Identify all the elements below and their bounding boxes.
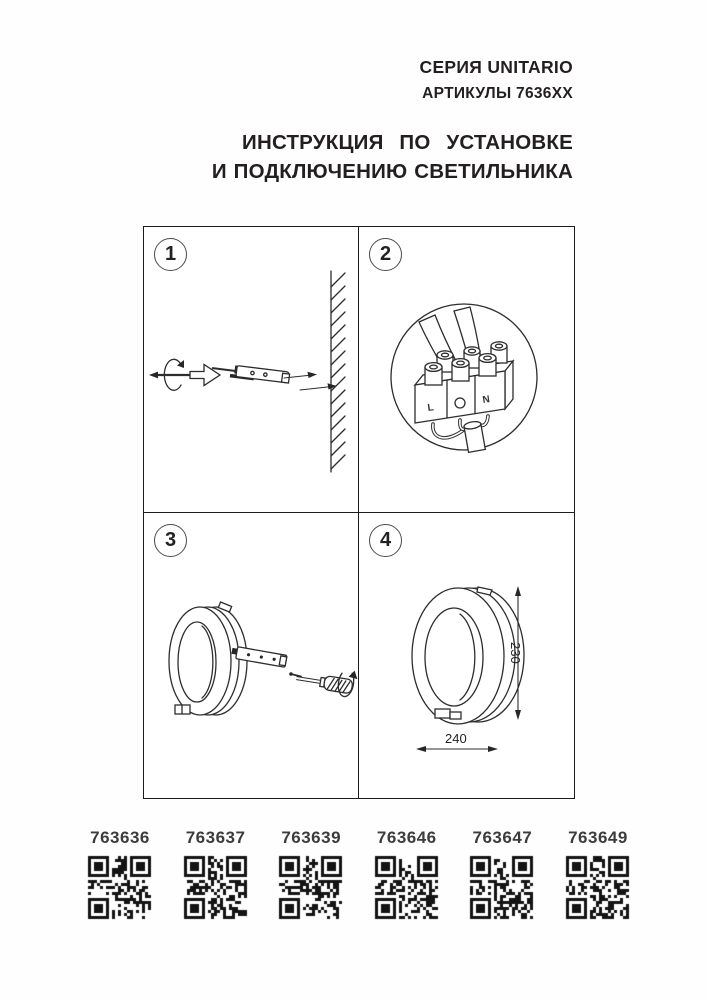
step-2-panel — [359, 227, 574, 513]
terminal-block — [415, 342, 513, 423]
terminal-label-live: L — [426, 402, 435, 414]
article-item — [179, 828, 253, 921]
height-dimension-label: 230 — [508, 641, 523, 664]
article-code: 763647 — [472, 828, 533, 847]
instruction-steps-grid — [143, 226, 575, 799]
qr-code — [183, 855, 249, 921]
fixing-screw — [289, 672, 301, 676]
step-3-panel — [144, 513, 359, 799]
article-code: 763646 — [376, 828, 437, 847]
lamp-connector — [435, 709, 450, 718]
screwdriver — [295, 661, 358, 697]
step-4-panel — [359, 513, 574, 799]
step-1-number-badge: 1 — [154, 238, 187, 271]
qr-code — [87, 855, 153, 921]
width-dimension — [416, 731, 498, 752]
terminal-label-neutral: N — [481, 394, 491, 406]
qr-code — [374, 855, 440, 921]
step-2-number-badge: 2 — [369, 238, 402, 271]
ring-lamp-body — [412, 587, 524, 724]
article-item — [274, 828, 348, 921]
article-code: 763637 — [185, 828, 246, 847]
ring-lamp-body — [169, 601, 247, 714]
width-dimension-label: 240 — [445, 730, 467, 746]
article-code: 763636 — [90, 828, 150, 847]
page-title-line2: И ПОДКЛЮЧЕНИЮ СВЕТИЛЬНИКА — [211, 160, 573, 183]
article-code: 763649 — [568, 828, 628, 847]
step-4-number-badge: 4 — [369, 524, 402, 557]
article-item — [83, 828, 157, 921]
qr-code — [469, 855, 535, 921]
wall-section — [331, 271, 345, 472]
article-item — [370, 828, 444, 921]
articles-subtitle: АРТИКУЛЫ 7636XX — [422, 85, 573, 102]
insert-arrows — [284, 372, 337, 390]
article-item — [561, 828, 635, 921]
qr-code — [565, 855, 631, 921]
step-3-number-badge: 3 — [154, 524, 187, 557]
step-1-panel — [144, 227, 359, 513]
article-item — [465, 828, 539, 921]
page-title-line1: ИНСТРУКЦИЯ ПО УСТАНОВКЕ — [242, 131, 573, 154]
article-codes-row — [83, 828, 635, 921]
article-code: 763639 — [281, 828, 342, 847]
anchor-bracket — [212, 363, 290, 385]
qr-code — [278, 855, 344, 921]
series-title: СЕРИЯ UNITARIO — [419, 57, 573, 77]
